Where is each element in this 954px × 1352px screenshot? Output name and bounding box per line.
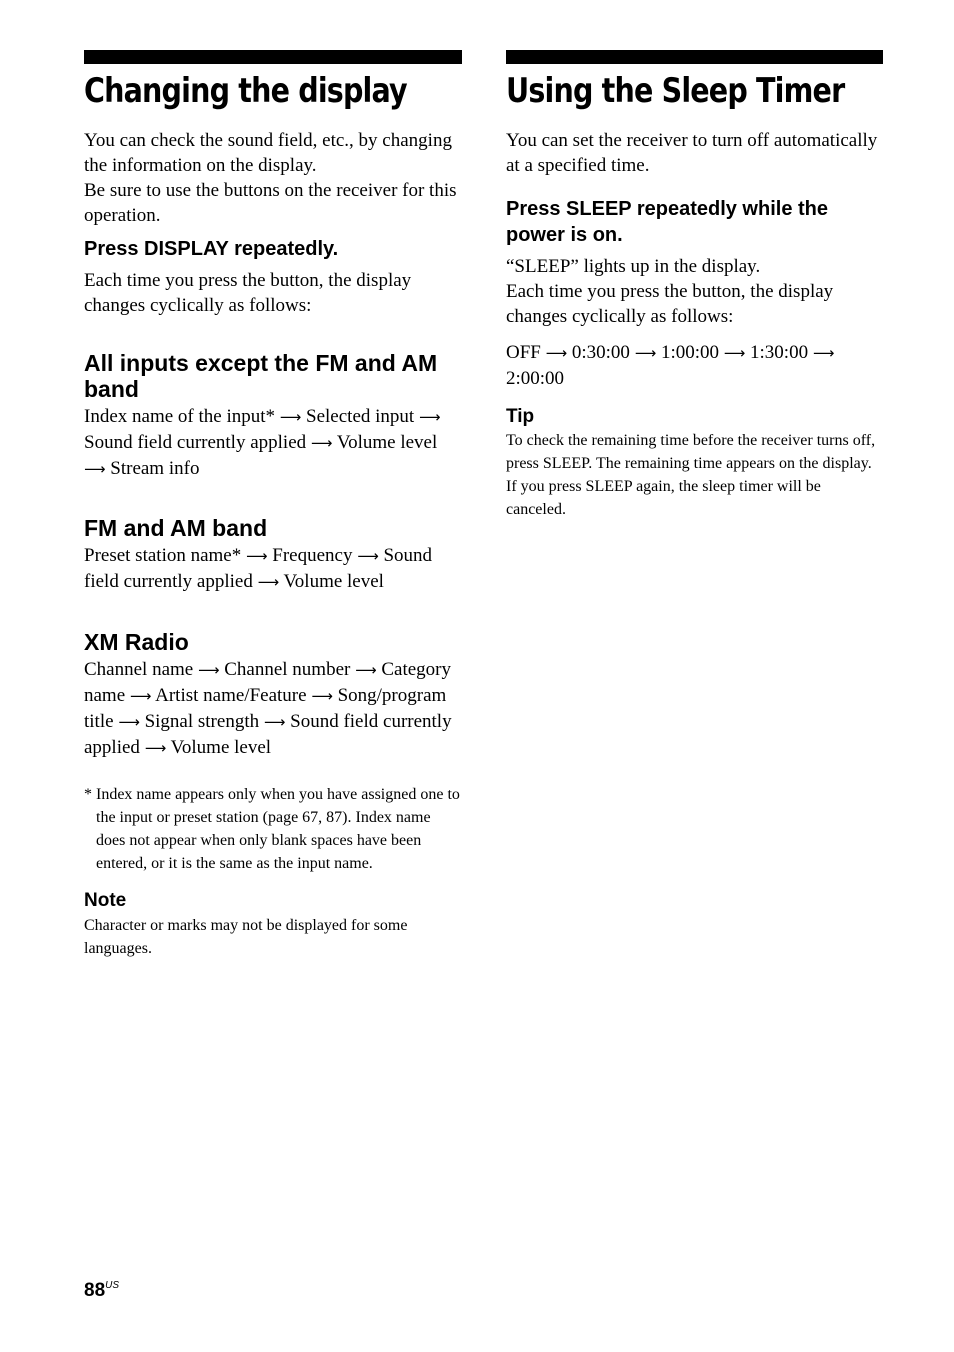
step-description: Each time you press the button, the display changes cyclically as follows: bbox=[84, 270, 412, 316]
arrow-right-icon: ⟶ bbox=[418, 408, 441, 426]
page-title-sleep-timer: Using the Sleep Timer bbox=[506, 71, 845, 111]
arrow-right-icon: ⟶ bbox=[144, 739, 167, 757]
sequence-item: Song/program title bbox=[84, 685, 447, 732]
sequence-item: Channel number bbox=[224, 659, 351, 680]
sequence-item: Selected input bbox=[306, 406, 415, 427]
arrow-right-icon: ⟶ bbox=[355, 661, 377, 679]
sequence-item: Volume level bbox=[170, 737, 272, 758]
step-heading: Press SLEEP repeatedly while the power is on. bbox=[506, 198, 828, 246]
sequence-item: Index name of the input* bbox=[84, 406, 276, 427]
sequence-item: Preset station name* bbox=[84, 545, 242, 566]
footnote bbox=[84, 783, 462, 875]
intro-text-2: Be sure to use the buttons on the receiver for this operation. bbox=[84, 180, 457, 226]
sleep-time-sequence bbox=[506, 340, 883, 391]
sequence-item: 1:00:00 bbox=[660, 342, 720, 363]
section-rule bbox=[84, 50, 462, 64]
arrow-right-icon: ⟶ bbox=[197, 661, 220, 679]
step-heading: Press DISPLAY repeatedly. bbox=[84, 238, 339, 260]
sequence-fm-am bbox=[84, 543, 462, 595]
arrow-right-icon: ⟶ bbox=[357, 547, 379, 565]
arrow-right-icon: ⟶ bbox=[545, 344, 568, 362]
sequence-item: 0:30:00 bbox=[571, 342, 630, 363]
sequence-item: Signal strength bbox=[144, 711, 260, 732]
intro-text: You can check the sound field, etc., by changing the information on the display. bbox=[84, 130, 452, 176]
sequence-item: Stream info bbox=[110, 458, 200, 479]
section-rule bbox=[506, 50, 883, 64]
sequence-item: Sound field currently applied bbox=[84, 711, 452, 758]
sequence-item: Sound field currently applied bbox=[84, 432, 307, 453]
note-text: Character or marks may not be displayed for some languages. bbox=[84, 917, 408, 957]
step-description: “SLEEP” lights up in the display. bbox=[506, 256, 761, 277]
arrow-right-icon: ⟶ bbox=[311, 687, 333, 705]
arrow-right-icon: ⟶ bbox=[723, 344, 746, 362]
sequence-item: 2:00:00 bbox=[506, 368, 565, 389]
footnote-text: Index name appears only when you have assigned one to the input or preset station (page 67, 87). Index name does not appear when only blank spaces have been entered, or it is the same as the input name. bbox=[96, 786, 460, 872]
sequence-item: OFF bbox=[506, 342, 541, 363]
arrow-right-icon: ⟶ bbox=[263, 713, 286, 731]
arrow-right-icon: ⟶ bbox=[257, 573, 280, 591]
sequence-item: Volume level bbox=[283, 571, 384, 592]
tip-text: To check the remaining time before the receiver turns off, press SLEEP. The remaining time appears on the display. If you press SLEEP again, the sleep timer will be canceled. bbox=[506, 432, 876, 518]
sequence-item: Frequency bbox=[272, 545, 353, 566]
section-heading-fm-am: FM and AM band bbox=[84, 515, 268, 541]
sequence-item: 1:30:00 bbox=[750, 342, 809, 363]
sequence-item: Artist name/Feature bbox=[155, 685, 307, 706]
sequence-xm-radio bbox=[84, 657, 462, 761]
arrow-right-icon: ⟶ bbox=[812, 344, 835, 362]
sequence-item: Channel name bbox=[84, 659, 194, 680]
page-title-changing-display: Changing the display bbox=[84, 71, 407, 111]
arrow-right-icon: ⟶ bbox=[634, 344, 657, 362]
sequence-item: Sound field currently applied bbox=[84, 545, 433, 592]
arrow-right-icon: ⟶ bbox=[310, 434, 333, 452]
section-heading-xm-radio: XM Radio bbox=[84, 629, 189, 655]
footnote-mark: * bbox=[84, 786, 92, 803]
note-label: Note bbox=[84, 890, 127, 911]
page-number bbox=[84, 1280, 119, 1302]
sequence-all-inputs bbox=[84, 404, 462, 482]
arrow-right-icon: ⟶ bbox=[246, 547, 268, 565]
sequence-item: Volume level bbox=[336, 432, 438, 453]
page-region-suffix: US bbox=[105, 1280, 120, 1291]
tip-label: Tip bbox=[506, 406, 535, 427]
sequence-item: Category name bbox=[84, 659, 452, 706]
intro-text: You can set the receiver to turn off automatically at a specified time. bbox=[506, 130, 878, 176]
arrow-right-icon: ⟶ bbox=[279, 408, 302, 426]
section-heading-all-inputs: All inputs except the FM and AM band bbox=[84, 350, 438, 402]
right-column bbox=[506, 50, 883, 521]
arrow-right-icon: ⟶ bbox=[129, 687, 152, 705]
left-column bbox=[84, 50, 462, 960]
page-number-value: 88 bbox=[84, 1280, 106, 1301]
step-description-2: Each time you press the button, the display changes cyclically as follows: bbox=[506, 281, 834, 327]
arrow-right-icon: ⟶ bbox=[118, 713, 140, 731]
arrow-right-icon: ⟶ bbox=[84, 460, 106, 478]
